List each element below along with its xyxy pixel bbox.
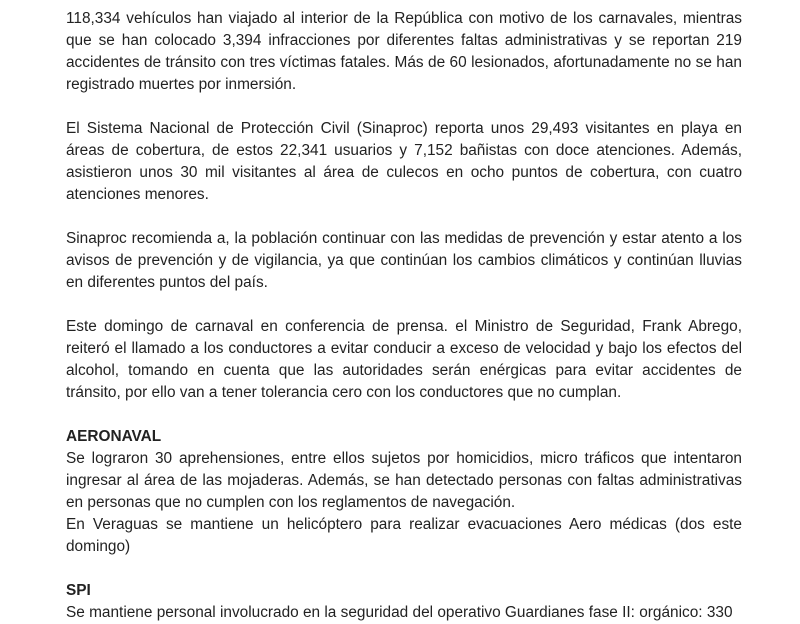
- paragraph-vehicles: 118,334 vehículos han viajado al interior de la República con motivo de los carnavales, mientras que se han colocado 3,394 infracciones por diferentes faltas administrativas y se reportan 219 accidentes de tránsito con tres víctimas fatales. Más de 60 lesionados, afortunadamente no se han registrado muertes por inmersión.: [66, 10, 742, 93]
- section-heading-aeronaval: AERONAVAL: [66, 428, 162, 445]
- paragraph-press-conference: Este domingo de carnaval en conferencia de prensa. el Ministro de Seguridad, Frank Abrego, reiteró el llamado a los conductores a evitar conducir a exceso de velocidad y bajo los efectos del alcohol, tomando en cuenta que las autoridades serán enérgicas para evitar accidentes de tránsito, por ello van a tener tolerancia cero con los conductores que no cumplan.: [66, 318, 742, 401]
- paragraph-sinaproc-recommendation: Sinaproc recomienda a, la población continuar con las medidas de prevención y estar atento a los avisos de prevención y de vigilancia, ya que continúan los cambios climáticos y continúan lluvias en diferentes puntos del país.: [66, 230, 742, 291]
- aeronaval-paragraph-2: En Veraguas se mantiene un helicóptero para realizar evacuaciones Aero médicas (dos este domingo): [66, 516, 742, 555]
- paragraph-sinaproc-report: El Sistema Nacional de Protección Civil (Sinaproc) reporta unos 29,493 visitantes en playa en áreas de cobertura, de estos 22,341 usuarios y 7,152 bañistas con doce atenciones. Además, asistieron unos 30 mil visitantes al área de culecos en ocho puntos de cobertura, con cuatro atenciones menores.: [66, 120, 742, 203]
- aeronaval-paragraph-1: Se lograron 30 aprehensiones, entre ellos sujetos por homicidios, micro tráficos que intentaron ingresar al área de las mojaderas. Además, se han detectado personas con faltas administrativas en personas que no cumplen con los reglamentos de navegación.: [66, 450, 742, 511]
- section-heading-spi: SPI: [66, 582, 91, 599]
- article-body: [66, 8, 742, 624]
- spi-paragraph-partial: Se mantiene personal involucrado en la seguridad del operativo Guardianes fase II: orgánico: 330: [66, 604, 733, 621]
